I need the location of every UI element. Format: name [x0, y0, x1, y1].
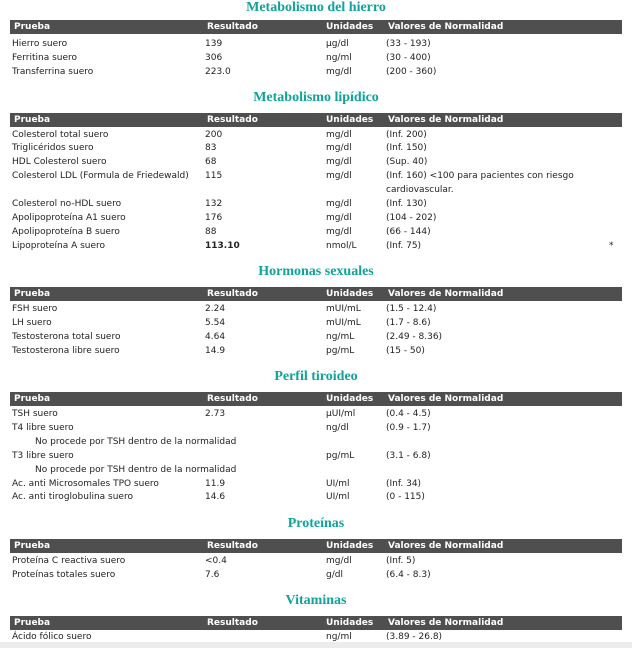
test-units: mg/dl [326, 227, 352, 237]
table-row [0, 211, 632, 225]
test-units: mg/dl [326, 67, 352, 77]
table-row [0, 51, 632, 65]
table-row [0, 197, 632, 211]
table-row [0, 407, 632, 421]
test-name: T4 libre suero [12, 423, 74, 433]
test-range: (Inf. 200) [386, 130, 427, 140]
header-unidades: Unidades [326, 115, 374, 125]
test-range: (3.89 - 26.8) [386, 632, 443, 642]
test-result: <0.4 [205, 556, 227, 566]
header-prueba: Prueba [14, 115, 51, 125]
test-name: FSH suero [12, 304, 58, 314]
test-range: (0.4 - 4.5) [386, 409, 431, 419]
table-row-note [0, 435, 632, 449]
header-prueba: Prueba [14, 289, 51, 299]
header-resultado: Resultado [207, 394, 258, 404]
test-range-continued: cardiovascular. [386, 185, 454, 195]
test-units: mg/dl [326, 199, 352, 209]
table-header [10, 20, 622, 34]
header-prueba: Prueba [14, 541, 51, 551]
test-units: mg/dl [326, 130, 352, 140]
test-result: 14.6 [205, 492, 226, 502]
test-name: Lipoproteína A suero [12, 241, 106, 251]
test-name: Colesterol LDL (Formula de Friedewald) [12, 171, 189, 181]
test-range: (66 - 144) [386, 227, 431, 237]
table-row [0, 65, 632, 79]
section-title-hormonas: Hormonas sexuales [258, 264, 374, 279]
test-name: Testosterona libre suero [12, 346, 120, 356]
test-result: 223.0 [205, 67, 231, 77]
test-units: mUI/mL [326, 318, 361, 328]
test-range: (0 - 115) [386, 492, 425, 502]
test-name: Transferrina suero [12, 67, 94, 77]
test-result: 83 [205, 143, 217, 153]
table-header [10, 287, 622, 301]
table-row [0, 128, 632, 142]
test-name: T3 libre suero [12, 451, 74, 461]
test-result: 132 [205, 199, 223, 209]
test-units: µUI/ml [326, 409, 356, 419]
test-units: UI/ml [326, 492, 350, 502]
test-name: Testosterona total suero [12, 332, 121, 342]
test-units: nmol/L [326, 241, 357, 251]
section-title-hierro: Metabolismo del hierro [246, 0, 386, 15]
test-units: mg/dl [326, 171, 352, 181]
test-range: (2.49 - 8.36) [386, 332, 443, 342]
test-name: Ac. anti Microsomales TPO suero [12, 479, 159, 489]
test-name: Proteínas totales suero [12, 570, 116, 580]
test-result: 306 [205, 53, 223, 63]
header-unidades: Unidades [326, 541, 374, 551]
table-row-continuation [0, 183, 632, 197]
table-row [0, 169, 632, 183]
test-range: (1.7 - 8.6) [386, 318, 431, 328]
table-row [0, 477, 632, 491]
test-units: mg/dl [326, 213, 352, 223]
table-row [0, 239, 632, 253]
test-range: (Inf. 150) [386, 143, 427, 153]
test-range: (Inf. 5) [386, 556, 416, 566]
test-name: Colesterol total suero [12, 130, 109, 140]
test-result: 7.6 [205, 570, 220, 580]
header-valores: Valores de Normalidad [388, 394, 504, 404]
table-header [10, 113, 622, 127]
test-units: ng/mL [326, 332, 355, 342]
test-range: (1.5 - 12.4) [386, 304, 437, 314]
test-result: 5.54 [205, 318, 226, 328]
section-title-lipidico: Metabolismo lipídico [253, 90, 379, 105]
table-row [0, 554, 632, 568]
header-valores: Valores de Normalidad [388, 541, 504, 551]
table-row-note [0, 463, 632, 477]
table-row [0, 568, 632, 582]
table-row [0, 449, 632, 463]
header-valores: Valores de Normalidad [388, 22, 504, 32]
table-row [0, 421, 632, 435]
table-row [0, 155, 632, 169]
test-result: 2.73 [205, 409, 226, 419]
header-valores: Valores de Normalidad [388, 618, 504, 628]
test-range: (Inf. 130) [386, 199, 427, 209]
section-title-vitaminas: Vitaminas [285, 593, 347, 608]
table-row [0, 490, 632, 504]
test-name: Hierro suero [12, 39, 68, 49]
header-valores: Valores de Normalidad [388, 115, 504, 125]
test-result: 115 [205, 171, 223, 181]
test-result: 14.9 [205, 346, 226, 356]
test-range: (33 - 193) [386, 39, 431, 49]
test-range: (104 - 202) [386, 213, 437, 223]
test-name: Apolipoproteína B suero [12, 227, 120, 237]
section-title-proteinas: Proteínas [287, 516, 345, 531]
header-resultado: Resultado [207, 289, 258, 299]
test-units: mg/dl [326, 143, 352, 153]
test-units: UI/ml [326, 479, 350, 489]
test-name: Apolipoproteína A1 suero [12, 213, 126, 223]
test-units: µg/dl [326, 39, 349, 49]
test-units: mUI/mL [326, 304, 361, 314]
header-prueba: Prueba [14, 618, 51, 628]
test-name: Ferritina suero [12, 53, 78, 63]
header-resultado: Resultado [207, 22, 258, 32]
test-result-flagged: 113.10 [205, 241, 240, 251]
table-row [0, 330, 632, 344]
test-name: Triglicéridos suero [12, 143, 94, 153]
test-result: 200 [205, 130, 223, 140]
section-title-tiroideo: Perfil tiroideo [274, 369, 358, 384]
table-header [10, 392, 622, 406]
test-range: (0.9 - 1.7) [386, 423, 431, 433]
header-unidades: Unidades [326, 394, 374, 404]
test-name: LH suero [12, 318, 52, 328]
test-result: 139 [205, 39, 223, 49]
header-unidades: Unidades [326, 289, 374, 299]
test-units: mg/dl [326, 157, 352, 167]
test-result: 88 [205, 227, 217, 237]
test-units: pg/mL [326, 346, 355, 356]
test-result: 4.64 [205, 332, 226, 342]
page-cutoff [0, 642, 632, 648]
test-range: (Sup. 40) [386, 157, 428, 167]
test-result: 68 [205, 157, 217, 167]
test-range: (15 - 50) [386, 346, 425, 356]
test-units: ng/dl [326, 423, 349, 433]
test-result: 176 [205, 213, 223, 223]
test-result: 2.24 [205, 304, 226, 314]
test-name: HDL Colesterol suero [12, 157, 107, 167]
header-valores: Valores de Normalidad [388, 289, 504, 299]
test-units: g/dl [326, 570, 343, 580]
table-row [0, 141, 632, 155]
table-row [0, 37, 632, 51]
out-of-range-flag: * [609, 241, 614, 251]
test-name: TSH suero [12, 409, 58, 419]
test-range: (Inf. 160) <100 para pacientes con riesgo [386, 171, 574, 181]
header-resultado: Resultado [207, 115, 258, 125]
test-units: ng/ml [326, 53, 352, 63]
table-row [0, 344, 632, 358]
header-unidades: Unidades [326, 22, 374, 32]
test-range: (Inf. 75) [386, 241, 422, 251]
table-row [0, 302, 632, 316]
test-result: 11.9 [205, 479, 226, 489]
test-range: (3.1 - 6.8) [386, 451, 431, 461]
test-range: (6.4 - 8.3) [386, 570, 431, 580]
test-note: No procede por TSH dentro de la normalidad [35, 437, 237, 447]
test-range: (200 - 360) [386, 67, 437, 77]
table-header [10, 539, 622, 553]
table-row [0, 225, 632, 239]
test-name: Colesterol no-HDL suero [12, 199, 122, 209]
header-unidades: Unidades [326, 618, 374, 628]
test-units: mg/dl [326, 556, 352, 566]
test-name: Ac. anti tiroglobulina suero [12, 492, 133, 502]
test-range: (30 - 400) [386, 53, 431, 63]
header-prueba: Prueba [14, 22, 51, 32]
header-resultado: Resultado [207, 541, 258, 551]
test-name: Proteína C reactiva suero [12, 556, 126, 566]
test-units: pg/mL [326, 451, 355, 461]
header-prueba: Prueba [14, 394, 51, 404]
table-header [10, 616, 622, 630]
header-resultado: Resultado [207, 618, 258, 628]
test-units: ng/ml [326, 632, 352, 642]
table-row [0, 316, 632, 330]
test-name: Ácido fólico suero [12, 632, 92, 642]
test-range: (Inf. 34) [386, 479, 422, 489]
test-note: No procede por TSH dentro de la normalidad [35, 465, 237, 475]
